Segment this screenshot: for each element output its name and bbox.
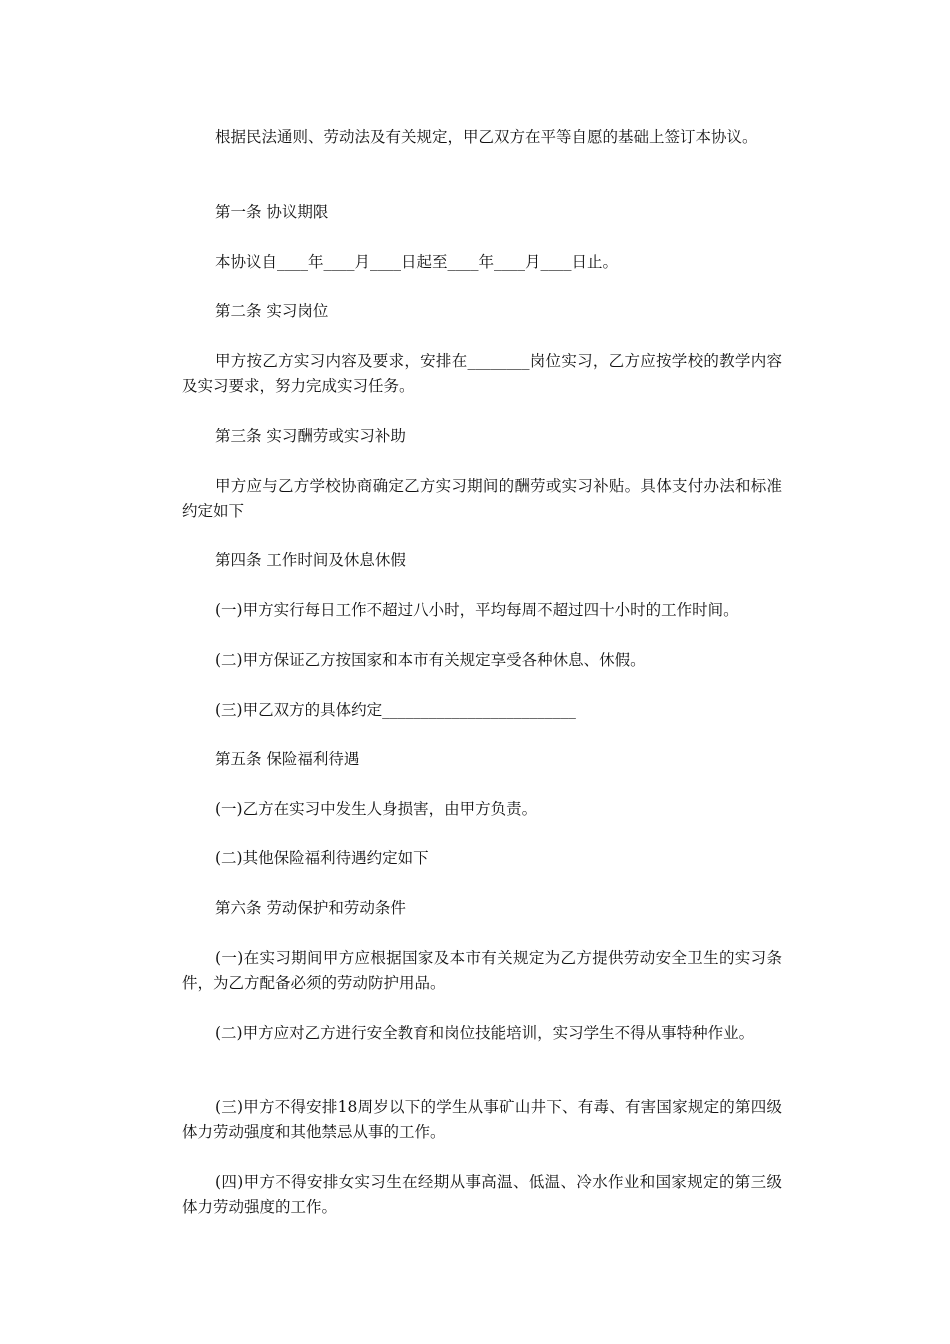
article-1-heading: 第一条 协议期限 [215,203,329,221]
article-3-text: 甲方应与乙方学校协商确定乙方实习期间的酬劳或实习补贴。具体支付办法和标准约定如下 [182,477,782,520]
article-6-item-1: (一)在实习期间甲方应根据国家及本市有关规定为乙方提供劳动安全卫生的实习条件，为乙方配备必须的劳动防护用品。 [182,949,782,992]
article-4-item-2: (二)甲方保证乙方按国家和本市有关规定享受各种休息、休假。 [215,651,646,669]
article-4-heading: 第四条 工作时间及休息休假 [215,551,406,569]
article-2-heading: 第二条 实习岗位 [215,302,329,320]
article-4-item-3: (三)甲乙双方的具体约定_________________________ [215,701,576,719]
article-4-item-1: (一)甲方实行每日工作不超过八小时，平均每周不超过四十小时的工作时间。 [215,601,739,619]
article-6-item-4: (四)甲方不得安排女实习生在经期从事高温、低温、冷水作业和国家规定的第三级体力劳动强度的工作。 [182,1173,782,1216]
article-6-heading: 第六条 劳动保护和劳动条件 [215,899,406,917]
article-6-item-2: (二)甲方应对乙方进行安全教育和岗位技能培训，实习学生不得从事特种作业。 [215,1024,755,1042]
article-3-heading: 第三条 实习酬劳或实习补助 [215,427,406,445]
article-5-item-2: (二)其他保险福利待遇约定如下 [215,849,429,867]
article-2-text: 甲方按乙方实习内容及要求，安排在________岗位实习，乙方应按学校的教学内容及实习要求，努力完成实习任务。 [182,352,782,395]
article-6-item-3: (三)甲方不得安排18周岁以下的学生从事矿山井下、有毒、有害国家规定的第四级体力劳动强度和其他禁忌从事的工作。 [182,1098,782,1141]
article-1-text: 本协议自____年____月____日起至____年____月____日止。 [215,253,619,271]
intro-paragraph: 根据民法通则、劳动法及有关规定，甲乙双方在平等自愿的基础上签订本协议。 [215,128,758,146]
article-5-item-1: (一)乙方在实习中发生人身损害，由甲方负责。 [215,800,538,818]
article-5-heading: 第五条 保险福利待遇 [215,750,360,768]
